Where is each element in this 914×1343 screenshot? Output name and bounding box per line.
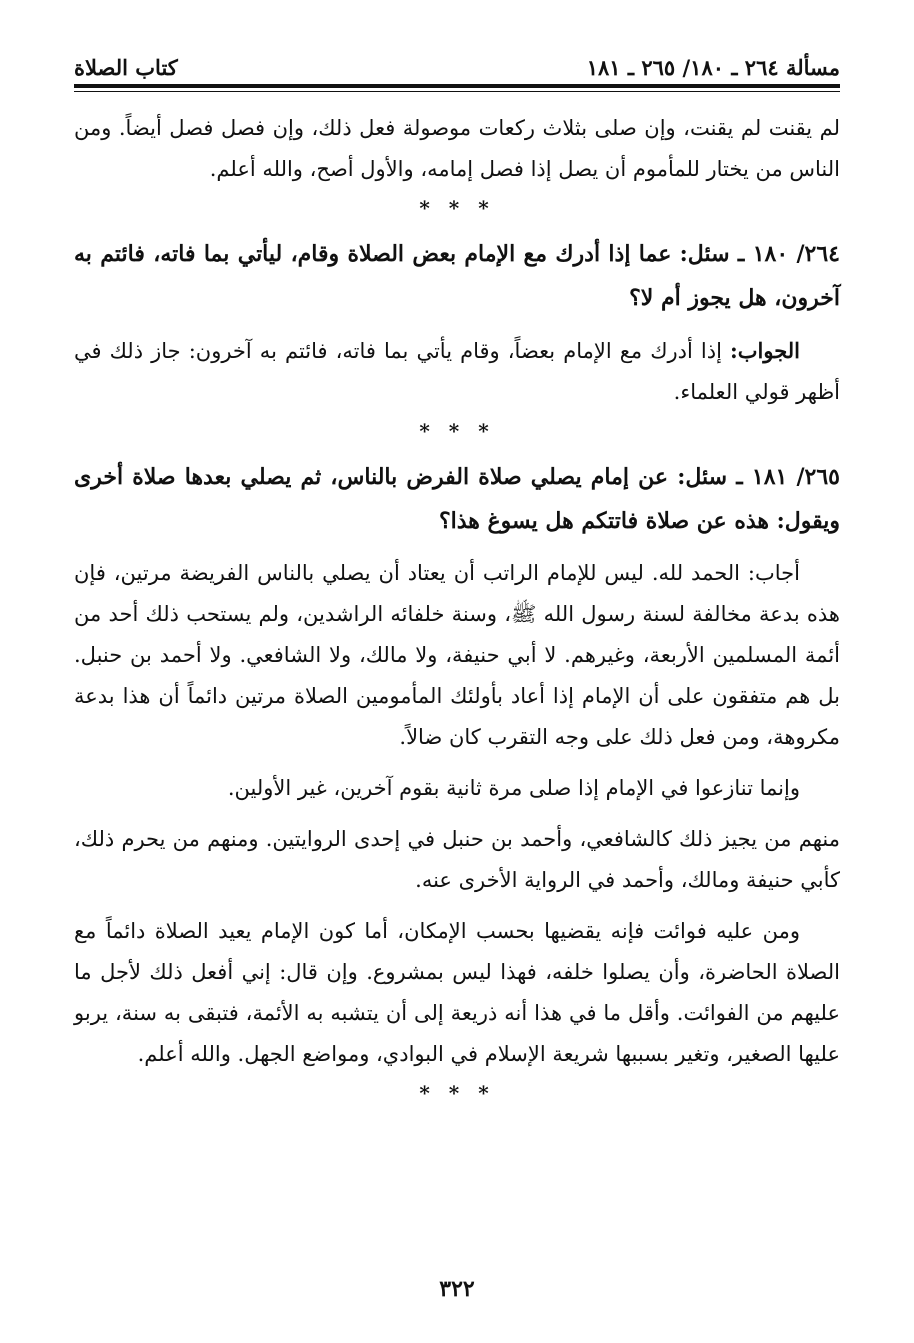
answer-265-paragraph-2: وإنما تنازعوا في الإمام إذا صلى مرة ثانية بقوم آخرين، غير الأولين. bbox=[227, 776, 800, 800]
section-separator: * * * bbox=[419, 1081, 495, 1105]
paragraph-continuation: لم يقنت لم يقنت، وإن صلى بثلاث ركعات موصولة فعل ذلك، وإن فصل فصل أيضاً. ومن الناس من يختار للمأموم أن يصل إذا فصل إمامه، والأول أصح، والله أعلم. bbox=[74, 116, 840, 181]
section-separator: * * * bbox=[419, 196, 495, 220]
header-issue-range: مسألة ٢٦٤ ـ ١٨٠/ ٢٦٥ ـ ١٨١ bbox=[586, 55, 840, 80]
answer-265-paragraph-1 bbox=[74, 553, 840, 758]
spacer bbox=[74, 809, 840, 819]
running-header bbox=[74, 38, 840, 78]
header-rule-thin bbox=[74, 91, 840, 92]
book-page bbox=[74, 38, 840, 1117]
page-number: ٣٢٢ bbox=[439, 1276, 475, 1302]
spacer bbox=[74, 901, 840, 911]
header-book-title: كتاب الصلاة bbox=[74, 55, 178, 80]
header-rule-thick bbox=[74, 84, 840, 88]
answer-text: إذا أدرك مع الإمام بعضاً، وقام يأتي بما فاته، فائتم به آخرون: جاز ذلك في أظهر قولي العلماء. bbox=[74, 339, 840, 404]
spacer bbox=[74, 543, 840, 553]
answer-265-paragraph-3: منهم من يجيز ذلك كالشافعي، وأحمد بن حنبل في إحدى الروايتين. ومنهم من يحرم ذلك، كأبي حنيفة ومالك، وأحمد في الرواية الأخرى عنه. bbox=[74, 827, 840, 892]
answer-264 bbox=[74, 330, 840, 413]
page-content bbox=[74, 108, 840, 1107]
answer-lead: أجاب: bbox=[747, 561, 800, 585]
question-264: ٢٦٤/ ١٨٠ ـ سئل: عما إذا أدرك مع الإمام بعض الصلاة وقام، ليأتي بما فاته، فائتم به آخرون، هل يجوز أم لا؟ bbox=[74, 241, 840, 311]
answer-text: الحمد لله. ليس للإمام الراتب أن يعتاد أن يصلي بالناس الفريضة مرتين، فإن هذه بدعة مخالفة لسنة رسول الله ﷺ، وسنة خلفائه الراشدين، ولم يستحب ذلك أحد من أئمة المسلمين الأربعة، وغيرهم. لا أبي حنيفة، ولا مالك، ولا الشافعي. ولا أحمد بن حنبل. بل هم متفقون على أن الإمام إذا أعاد بأولئك المأمومين الصلاة مرتين دائماً أن هذا بدعة مكروهة، ومن فعل ذلك على وجه التقرب كان ضالاً. bbox=[74, 561, 840, 749]
answer-265-paragraph-4: ومن عليه فوائت فإنه يقضيها بحسب الإمكان، أما كون الإمام يعيد الصلاة دائماً مع الصلاة الحاضرة، وأن يصلوا خلفه، فهذا ليس بمشروع. وإن قال: إني أفعل ذلك لأجل ما عليهم من الفوائت. وأقل ما في هذا أنه ذريعة إلى أن يتشبه به الأئمة، فتبقى به سنة، يربو عليها الصغير، وتغير بسببها شريعة الإسلام في البوادي، ومواضع الجهل. والله أعلم. bbox=[74, 919, 840, 1066]
answer-lead: الجواب: bbox=[730, 338, 801, 363]
question-265: ٢٦٥/ ١٨١ ـ سئل: عن إمام يصلي صلاة الفرض بالناس، ثم يصلي بعدها صلاة أخرى ويقول: هذه عن صلاة فاتتكم هل يسوغ هذا؟ bbox=[74, 464, 840, 534]
section-separator: * * * bbox=[419, 419, 495, 443]
spacer bbox=[74, 758, 840, 768]
spacer bbox=[74, 320, 840, 330]
